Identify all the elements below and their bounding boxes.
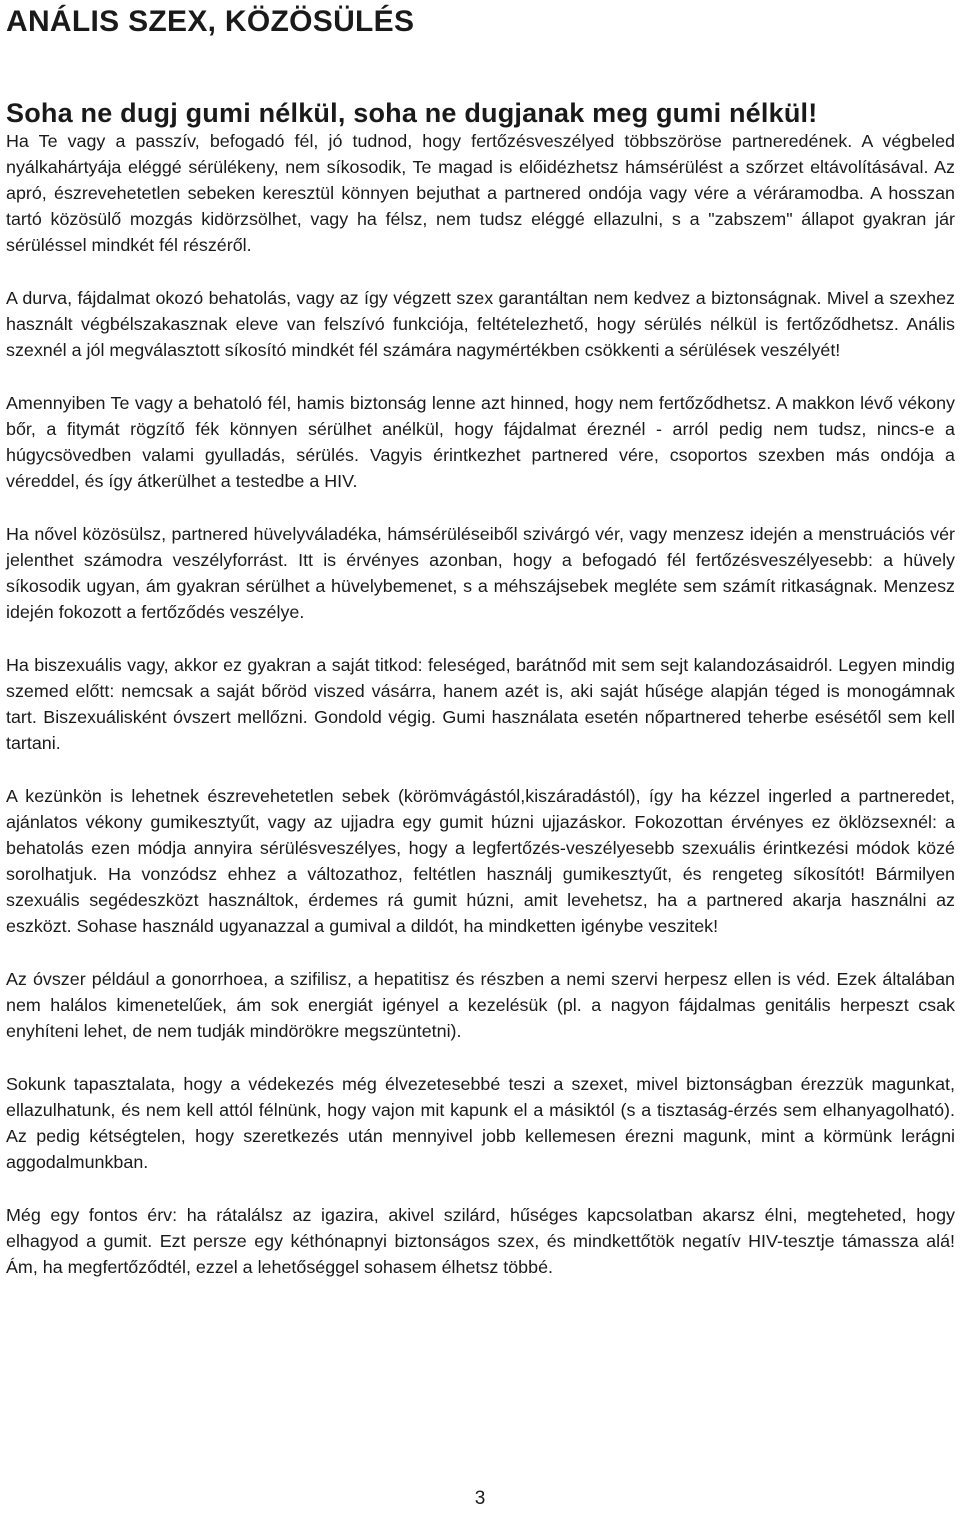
paragraph-5: Ha biszexuális vagy, akkor ez gyakran a saját titkod: feleséged, barátnőd mit sem sejt kalandozásaidról. Legyen mindig szemed előtt: nemcsak a saját bőröd viszed vásárra, hanem azét is, aki saját hűsége alapján téged is monogámnak tart. Biszexuálisként óvszert mellőzni. Gondold végig. Gumi használata esetén nőpartnered teherbe esésétől sem kell tartani. xyxy=(6,655,955,753)
page-title: ANÁLIS SZEX, KÖZÖSÜLÉS xyxy=(6,5,415,38)
paragraph-6: A kezünkön is lehetnek észrevehetetlen sebek (körömvágástól,kiszáradástól), így ha kézzel ingerled a partneredet, ajánlatos vékony gumikesztyűt, vagy az ujjadra egy gumit húzni ujjazáskor. Fokozottan érvényes ez öklözsexnél: a behatolás ezen módja annyira sérülésveszélyes, hogy a legfertőzés-veszélyesebb szexuális érintkezési módok közé sorolhatjuk. Ha vonzódsz ehhez a változathoz, feltétlen használj gumikesztyűt, és rengeteg síkosítót! Bármilyen szexuális segédeszközt használtok, érdemes rá gumit húzni, amit levehetsz, ha a partnered akarja használni az eszközt. Sohase használd ugyanazzal a gumival a dildót, ha mindketten igénybe veszitek! xyxy=(6,786,955,936)
paragraph-4: Ha nővel közösülsz, partnered hüvelyváladéka, hámsérüléseiből szivárgó vér, vagy menzesz idején a menstruációs vér jelenthet számodra veszélyforrást. Itt is érvényes azonban, hogy a befogadó fél fertőzésveszélyesebb: a hüvely síkosodik ugyan, ám gyakran sérülhet a hüvelybemenet, s a méhszájsebek megléte sem számít ritkaságnak. Menzesz idején fokozott a fertőződés veszélye. xyxy=(6,524,955,622)
page-number: 3 xyxy=(474,1488,486,1509)
page-subtitle: Soha ne dugj gumi nélkül, soha ne dugjanak meg gumi nélkül! xyxy=(6,98,818,128)
paragraph-9: Még egy fontos érv: ha rátalálsz az igazira, akivel szilárd, hűséges kapcsolatban akarsz élni, megteheted, hogy elhagyod a gumit. Ezt persze egy kéthónapnyi biztonságos szex, és mindkettőtök negatív HIV-tesztje támassza alá! Ám, ha megfertőződtél, ezzel a lehetőséggel sohasem élhetsz többé. xyxy=(6,1205,955,1277)
document-page xyxy=(6,0,955,1307)
paragraph-3: Amennyiben Te vagy a behatoló fél, hamis biztonság lenne azt hinned, hogy nem fertőződhetsz. A makkon lévő vékony bőr, a fitymát rögzítő fék könnyen sérülhet anélkül, hogy fájdalmat éreznél - arról pedig nem tudsz, nincs-e a húgycsövedben valami gyulladás, sérülés. Vagyis érintkezhet partnered vére, csoportos szexben más ondója a véreddel, és így átkerülhet a testedbe a HIV. xyxy=(6,393,955,491)
paragraph-7: Az óvszer például a gonorrhoea, a szifilisz, a hepatitisz és részben a nemi szervi herpesz ellen is véd. Ezek általában nem halálos kimenetelűek, ám sok energiát igényel a kezelésük (pl. a nagyon fájdalmas genitális herpeszt csak enyhíteni lehet, de nem tudják mindörökre megszüntetni). xyxy=(6,969,955,1041)
paragraph-2: A durva, fájdalmat okozó behatolás, vagy az így végzett szex garantáltan nem kedvez a biztonságnak. Mivel a szexhez használt végbélszakasznak eleve van felszívó funkciója, feltételezhető, hogy sérülés nélkül is fertőződhetsz. Anális szexnél a jól megválasztott síkosító mindkét fél számára nagymértékben csökkenti a sérülések veszélyét! xyxy=(6,288,955,360)
paragraph-8: Sokunk tapasztalata, hogy a védekezés még élvezetesebbé teszi a szexet, mivel biztonságban érezzük magunkat, ellazulhatunk, és nem kell attól félnünk, hogy vajon mit kapunk el a másiktól (s a tisztaság-érzés sem elhanyagolható). Az pedig kétségtelen, hogy szeretkezés után mennyivel jobb kellemesen érezni magunk, mint a körmünk lerágni aggodalmunkban. xyxy=(6,1074,955,1172)
paragraph-1: Ha Te vagy a passzív, befogadó fél, jó tudnod, hogy fertőzésveszélyed többszöröse partneredének. A végbeled nyálkahártyája eléggé sérülékeny, nem síkosodik, Te magad is előidézhetsz hámsérülést a szőrzet eltávolításával. Az apró, észrevehetetlen sebeken keresztül könnyen bejuthat a partnered ondója vagy vére a véráramodba. A hosszan tartó közösülő mozgás kidörzsölhet, vagy ha félsz, nem tudsz eléggé ellazulni, s a "zabszem" állapot gyakran jár sérüléssel mindkét fél részéről. xyxy=(6,131,955,255)
